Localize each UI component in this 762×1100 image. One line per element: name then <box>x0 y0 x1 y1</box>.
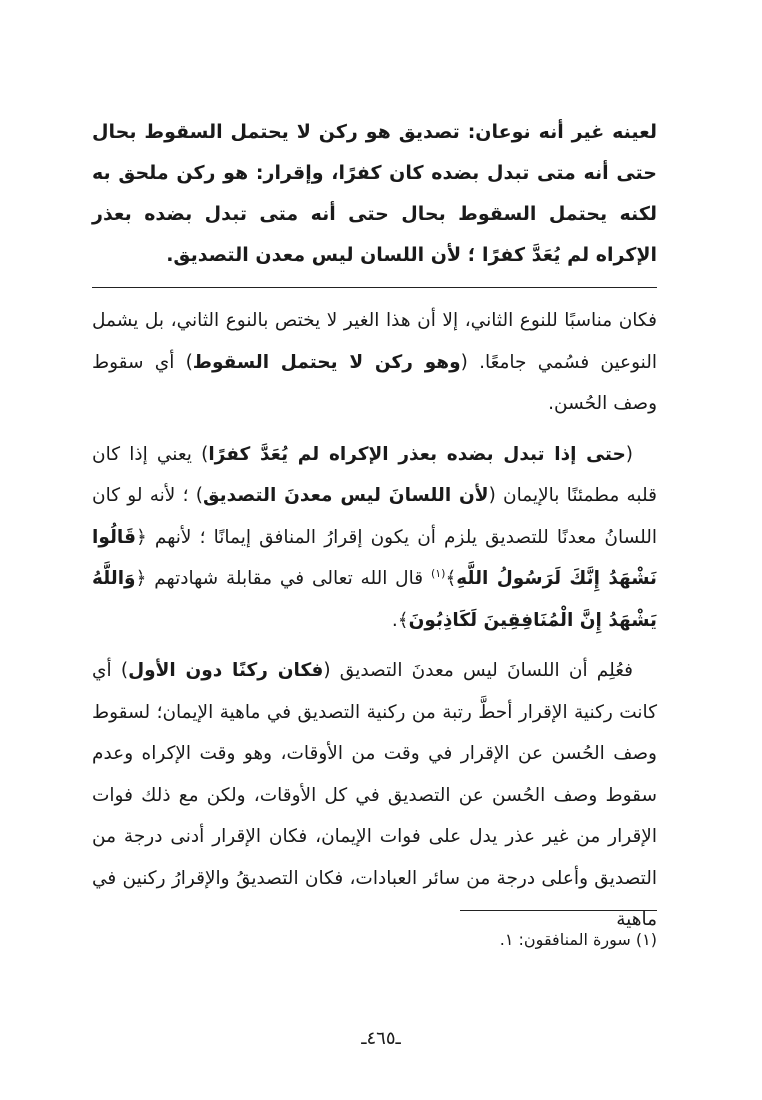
quran-verse: قَالُوا نَشْهَدُ إِنَّكَ لَرَسُولُ اللَّهِ <box>92 526 657 589</box>
text-run: ) ؛ لأنه لو كان اللسانُ معدنًا للتصديق يلزم أن يكون إقرارُ المنافق إيمانًا ؛ لأنهم ﴿ <box>92 485 657 548</box>
quoted-matn: لأن اللسانَ ليس معدنَ التصديق <box>202 485 489 506</box>
text-run: فكان مناسبًا للنوع الثاني، إلا أن هذا الغير لا يختص بالنوع الثاني، بل يشمل النوعين فسُمي جامعًا. ( <box>92 310 658 373</box>
quoted-matn: حتى إذا تبدل بضده بعذر الإكراه لم يُعَدَّ كفرًا <box>208 443 626 465</box>
commentary-paragraph-3 <box>92 650 657 941</box>
text-run: ) أي سقوط وصف الحُسن. <box>92 351 657 414</box>
quoted-matn: فكان ركنًا دون الأول <box>128 660 324 681</box>
footnote-divider <box>460 910 657 911</box>
footnote-marker: (١) <box>430 566 446 580</box>
commentary-paragraph-1 <box>92 300 657 425</box>
footnote: (١) سورة المنافقون: ١. <box>499 930 657 949</box>
text-run: ﴾ <box>445 568 457 589</box>
main-divider <box>92 287 657 288</box>
text-run: ﴾. <box>391 609 409 631</box>
text-run: ) أي كانت ركنية الإقرار أحطَّ رتبة من ركنية التصديق في ماهية الإيمان؛ لسقوط وصف الحُسن عن الإقرار في وقت من الأوقات، وهو وقت الإكراه وعدم سقوط وصف الحُسن عن التصديق في كل الأوقات، ولكن مع ذلك فوات الإقرار من غير عذر يدل على فوات الإيمان، فكان الإقرار أدنى درجة من التصديق وأعلى درجة من سائر العبادات، فكان التصديقُ والإقرارُ ركنين في ماهية <box>92 660 657 930</box>
commentary-paragraph-2 <box>92 434 657 642</box>
matn-text: لعينه غير أنه نوعان: تصديق هو ركن لا يحتمل السقوط بحال حتى أنه متى تبدل بضده كان كفرًا، وإقرار: هو ركن ملحق به لكنه يحتمل السقوط بحال حتى أنه متى تبدل بضده بعذر الإكراه لم يُعَدَّ كفرًا ؛ لأن اللسان ليس معدن التصديق. <box>92 121 657 266</box>
commentary <box>92 300 657 950</box>
page-number: ـ٤٦٥ـ <box>361 1028 401 1049</box>
quran-verse: وَاللَّهُ يَشْهَدُ إِنَّ الْمُنَافِقِينَ لَكَاذِبُونَ <box>92 568 657 631</box>
text-run: قال الله تعالى في مقابلة شهادتهم ﴿ <box>135 568 431 589</box>
text-run: فعُلِم أن اللسانَ ليس معدنَ التصديق ( <box>323 660 634 681</box>
quoted-matn: وهو ركن لا يحتمل السقوط <box>192 351 461 373</box>
text-run: ( <box>625 443 633 465</box>
text-run: ) يعني إذا كان قلبه مطمئنًا بالإيمان ( <box>92 443 657 506</box>
